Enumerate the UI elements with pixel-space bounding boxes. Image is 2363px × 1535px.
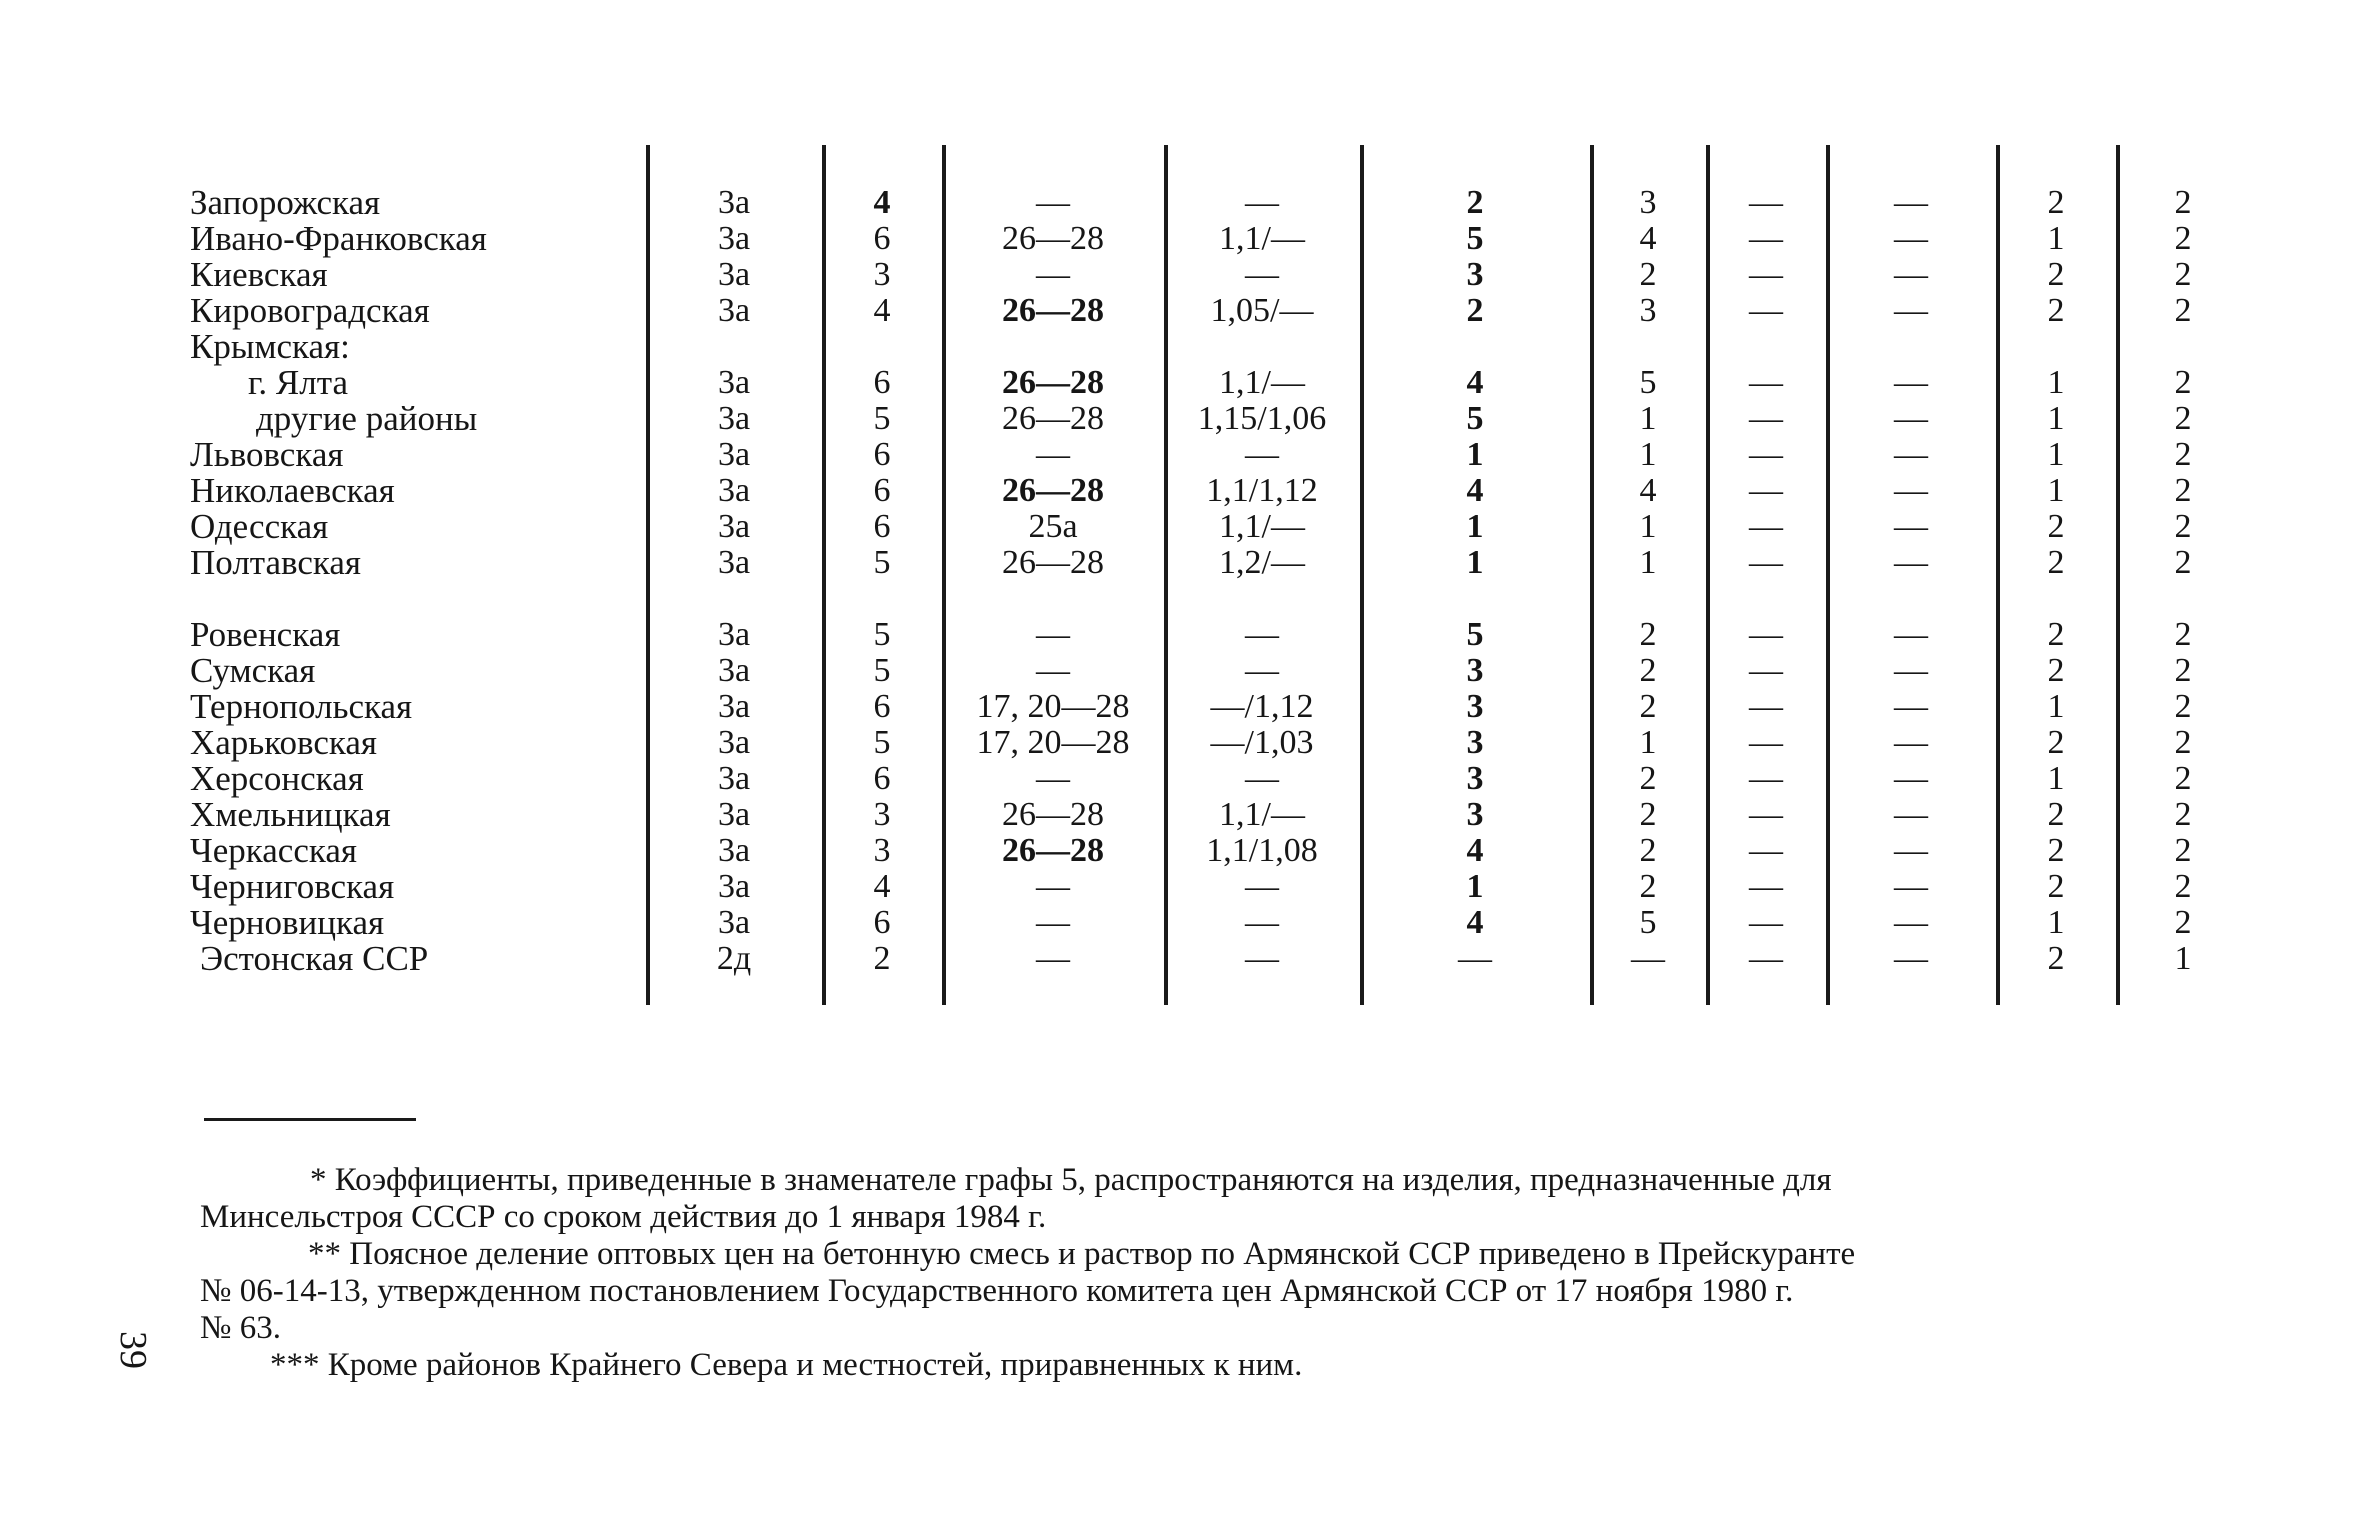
region-name: Хмельницкая <box>190 795 391 834</box>
table-row <box>190 653 2250 689</box>
region-name: Полтавская <box>190 543 362 582</box>
table-cell-col-11: 2 <box>2174 400 2192 437</box>
table-cell-col-2: 3а <box>717 436 751 473</box>
footnote-2-line-3: № 63. <box>200 1310 281 1346</box>
table-cell-col-11: 2 <box>2174 616 2192 653</box>
page-number: 39 <box>112 1331 154 1369</box>
table-row <box>190 509 2250 545</box>
table-cell-col-4: — <box>1036 940 1070 977</box>
table-cell-col-11 <box>2116 329 2250 365</box>
table-cell-col-3: 6 <box>873 364 891 401</box>
footnote-2-line-1: ** Поясное деление оптовых цен на бетонную смесь и раствор по Армянской ССР приведено в Прейскуранте <box>308 1236 1856 1272</box>
table-cell-col-7: 5 <box>1639 904 1657 941</box>
table-cell-col-8: — <box>1749 832 1783 869</box>
table-cell-col-2: 3а <box>717 364 751 401</box>
table-cell-col-3: 4 <box>873 184 891 221</box>
table-cell-col-4: 26—28 <box>1002 220 1104 257</box>
table-cell-col-10: 1 <box>2047 904 2065 941</box>
table-row <box>190 437 2250 473</box>
table-cell-col-6: 3 <box>1466 688 1484 725</box>
table-cell-col-11: 2 <box>2174 796 2192 833</box>
table-cell-col-3 <box>822 329 942 365</box>
table-cell-col-7: 2 <box>1639 868 1657 905</box>
table-cell-col-8: — <box>1749 436 1783 473</box>
price-zone-table <box>190 145 2250 1005</box>
table-cell-col-5: 1,15/1,06 <box>1197 400 1327 437</box>
table-cell-col-4: 26—28 <box>1002 832 1104 869</box>
footnote-3 <box>200 1347 2250 1384</box>
table-cell-col-9: — <box>1894 688 1928 725</box>
table-cell-col-2: 3а <box>717 724 751 761</box>
table-cell-col-9: — <box>1894 256 1928 293</box>
table-cell-col-6: 4 <box>1466 364 1484 401</box>
table-row <box>190 617 2250 653</box>
region-name: Крымская: <box>190 327 350 366</box>
table-cell-col-9: — <box>1894 904 1928 941</box>
table-cell-col-10: 2 <box>2047 256 2065 293</box>
table-cell-col-9 <box>1826 329 1996 365</box>
table-cell-col-3: 6 <box>873 472 891 509</box>
table-cell-col-5: — <box>1245 760 1279 797</box>
table-cell-col-9: — <box>1894 508 1928 545</box>
table-cell-col-6: 1 <box>1466 868 1484 905</box>
table-cell-col-4: 26—28 <box>1002 472 1104 509</box>
table-cell-col-11: 2 <box>2174 904 2192 941</box>
table-cell-col-6: 5 <box>1466 400 1484 437</box>
table-cell-col-6: 1 <box>1466 544 1484 581</box>
footnote-1 <box>200 1162 2250 1236</box>
table-cell-col-3: 6 <box>873 220 891 257</box>
table-cell-col-4: 26—28 <box>1002 292 1104 329</box>
table-cell-col-4: — <box>1036 436 1070 473</box>
table-cell-col-5 <box>1164 329 1360 365</box>
table-cell-col-10: 2 <box>2047 544 2065 581</box>
table-cell-col-9: — <box>1894 364 1928 401</box>
spacer-cell <box>190 581 2250 617</box>
table-cell-col-10: 2 <box>2047 868 2065 905</box>
table-row <box>190 293 2250 329</box>
table-cell-col-3: 6 <box>873 436 891 473</box>
table-cell-col-6: 3 <box>1466 724 1484 761</box>
table-cell-col-7: 2 <box>1639 616 1657 653</box>
table-cell-col-11: 2 <box>2174 544 2192 581</box>
table-cell-col-6: 1 <box>1466 436 1484 473</box>
footnote-2 <box>200 1236 2250 1347</box>
table-cell-col-8: — <box>1749 724 1783 761</box>
table-cell-col-2: 3а <box>717 508 751 545</box>
table-cell-col-8: — <box>1749 220 1783 257</box>
table-cell-col-9: — <box>1894 616 1928 653</box>
table-row <box>190 905 2250 941</box>
table-cell-col-2: 3а <box>717 868 751 905</box>
region-name: Сумская <box>190 651 316 690</box>
table-cell-col-6: — <box>1458 940 1492 977</box>
table-cell-col-7: 1 <box>1639 400 1657 437</box>
table-cell-col-5: 1,1/— <box>1219 796 1305 833</box>
table-cell-col-8 <box>1706 329 1826 365</box>
table-cell-col-7: 2 <box>1639 688 1657 725</box>
footnotes <box>200 1162 2250 1384</box>
table-row <box>190 761 2250 797</box>
table-cell-col-2: 3а <box>717 292 751 329</box>
table-cell-col-7: 2 <box>1639 796 1657 833</box>
table-cell-col-7: 1 <box>1639 724 1657 761</box>
table-cell-col-6: 3 <box>1466 256 1484 293</box>
table-cell-col-11: 2 <box>2174 832 2192 869</box>
table-cell-col-6: 4 <box>1466 904 1484 941</box>
table-cell-col-2: 3а <box>717 652 751 689</box>
table-cell-col-10: 2 <box>2047 292 2065 329</box>
table-cell-col-10: 2 <box>2047 940 2065 977</box>
table-spacer-row <box>190 581 2250 617</box>
table-row <box>190 797 2250 833</box>
table-cell-col-9: — <box>1894 760 1928 797</box>
table-cell-col-10: 2 <box>2047 508 2065 545</box>
table-cell-col-3: 3 <box>873 832 891 869</box>
table-cell-col-7: 1 <box>1639 544 1657 581</box>
table-cell-col-5: — <box>1245 868 1279 905</box>
table-cell-col-5: — <box>1245 616 1279 653</box>
table-cell-col-8: — <box>1749 472 1783 509</box>
table-cell-col-5: — <box>1245 940 1279 977</box>
region-name: Одесская <box>190 507 329 546</box>
table-cell-col-10: 1 <box>2047 436 2065 473</box>
table-cell-col-6: 3 <box>1466 652 1484 689</box>
table-cell-col-2: 3а <box>717 796 751 833</box>
table-cell-col-3: 6 <box>873 760 891 797</box>
table-cell-col-7: 1 <box>1639 436 1657 473</box>
table-cell-col-10: 2 <box>2047 724 2065 761</box>
table-row <box>190 185 2250 221</box>
region-name: Ровенская <box>190 615 341 654</box>
table-row <box>190 329 2250 365</box>
region-name: Херсонская <box>190 759 364 798</box>
table-cell-col-8: — <box>1749 184 1783 221</box>
table-cell-col-11: 2 <box>2174 508 2192 545</box>
table-cell-col-9: — <box>1894 832 1928 869</box>
footnote-2-line-2: № 06-14-13, утвержденном постановлением Государственного комитета цен Армянской ССР от 17 ноября 1980 г. <box>200 1273 1794 1309</box>
table-cell-col-4: — <box>1036 760 1070 797</box>
table-cell-col-2: 3а <box>717 184 751 221</box>
footnote-3-line-1: *** Кроме районов Крайнего Севера и местностей, приравненных к ним. <box>270 1347 1303 1383</box>
table-cell-col-3: 3 <box>873 796 891 833</box>
table-cell-col-9: — <box>1894 292 1928 329</box>
table-cell-col-3: 5 <box>873 652 891 689</box>
table-cell-col-5: — <box>1245 256 1279 293</box>
table-cell-col-9: — <box>1894 436 1928 473</box>
table-cell-col-8: — <box>1749 652 1783 689</box>
table-cell-col-10: 2 <box>2047 796 2065 833</box>
table-row <box>190 221 2250 257</box>
table-cell-col-5: 1,1/— <box>1219 508 1305 545</box>
table-cell-col-2: 2д <box>716 940 752 977</box>
table-cell-col-7: 3 <box>1639 292 1657 329</box>
table-cell-col-5: — <box>1245 904 1279 941</box>
table-cell-col-3: 6 <box>873 688 891 725</box>
table-cell-col-10: 2 <box>2047 832 2065 869</box>
table-row <box>190 401 2250 437</box>
table-cell-col-3: 4 <box>873 868 891 905</box>
region-name: Запорожская <box>190 183 381 222</box>
table-cell-col-8: — <box>1749 616 1783 653</box>
table-cell-col-11: 2 <box>2174 868 2192 905</box>
region-name: Тернопольская <box>190 687 413 726</box>
table-cell-col-9: — <box>1894 868 1928 905</box>
region-name: г. Ялта <box>248 363 348 402</box>
table-cell-col-5: 1,1/— <box>1219 220 1305 257</box>
table-cell-col-11: 1 <box>2174 940 2192 977</box>
table-cell-col-6: 4 <box>1466 472 1484 509</box>
table-cell-col-9: — <box>1894 184 1928 221</box>
table-cell-col-10: 1 <box>2047 760 2065 797</box>
table-cell-col-10: 1 <box>2047 364 2065 401</box>
region-name: Черновицкая <box>190 903 385 942</box>
table-cell-col-11: 2 <box>2174 292 2192 329</box>
table-row <box>190 545 2250 581</box>
table-cell-col-6: 2 <box>1466 184 1484 221</box>
table-cell-col-4: — <box>1036 616 1070 653</box>
table-cell-col-9: — <box>1894 400 1928 437</box>
table-cell-col-10: 1 <box>2047 220 2065 257</box>
table-cell-col-3: 6 <box>873 904 891 941</box>
table-body <box>190 185 2250 977</box>
table-cell-col-2: 3а <box>717 544 751 581</box>
table-cell-col-10: 1 <box>2047 400 2065 437</box>
table-cell-col-3: 5 <box>873 400 891 437</box>
table-cell-col-11: 2 <box>2174 652 2192 689</box>
table-cell-col-11: 2 <box>2174 436 2192 473</box>
table-cell-col-4: 26—28 <box>1002 796 1104 833</box>
table-cell-col-2: 3а <box>717 832 751 869</box>
table-cell-col-7: 5 <box>1639 364 1657 401</box>
table-row <box>190 473 2250 509</box>
table-cell-col-2: 3а <box>717 688 751 725</box>
region-name: другие районы <box>256 399 478 438</box>
table-cell-col-4: 26—28 <box>1002 364 1104 401</box>
table-cell-col-3: 5 <box>873 724 891 761</box>
table-row <box>190 689 2250 725</box>
region-name: Киевская <box>190 255 328 294</box>
table-cell-col-7: 2 <box>1639 760 1657 797</box>
table-cell-col-5: — <box>1245 652 1279 689</box>
table-cell-col-6 <box>1360 329 1590 365</box>
table-cell-col-7: 2 <box>1639 256 1657 293</box>
table-cell-col-3: 5 <box>873 616 891 653</box>
table-cell-col-6: 3 <box>1466 796 1484 833</box>
table-row <box>190 869 2250 905</box>
table-cell-col-11: 2 <box>2174 184 2192 221</box>
table-cell-col-9: — <box>1894 796 1928 833</box>
region-name: Ивано-Франковская <box>190 219 487 258</box>
table-cell-col-5: 1,1/1,12 <box>1206 472 1318 509</box>
table-cell-col-8: — <box>1749 400 1783 437</box>
table-row <box>190 725 2250 761</box>
table-cell-col-3: 3 <box>873 256 891 293</box>
table-cell-col-7 <box>1590 329 1706 365</box>
table-cell-col-5: 1,05/— <box>1210 292 1314 329</box>
table-cell-col-2: 3а <box>717 616 751 653</box>
table-cell-col-9: — <box>1894 220 1928 257</box>
table-cell-col-4: 17, 20—28 <box>976 724 1130 761</box>
table-cell-col-6: 1 <box>1466 508 1484 545</box>
table-cell-col-4: — <box>1036 256 1070 293</box>
footnote-separator <box>204 1118 416 1121</box>
data-table <box>190 185 2250 977</box>
table-cell-col-7: — <box>1631 940 1665 977</box>
region-name: Николаевская <box>190 471 395 510</box>
table-cell-col-10: 1 <box>2047 688 2065 725</box>
table-cell-col-5: 1,1/— <box>1219 364 1305 401</box>
table-cell-col-7: 4 <box>1639 220 1657 257</box>
table-cell-col-10: 2 <box>2047 184 2065 221</box>
table-cell-col-11: 2 <box>2174 688 2192 725</box>
table-cell-col-3: 4 <box>873 292 891 329</box>
table-row <box>190 257 2250 293</box>
table-cell-col-2: 3а <box>717 256 751 293</box>
table-cell-col-8: — <box>1749 292 1783 329</box>
table-cell-col-2: 3а <box>717 472 751 509</box>
table-cell-col-11: 2 <box>2174 220 2192 257</box>
table-cell-col-5: — <box>1245 436 1279 473</box>
table-cell-col-7: 3 <box>1639 184 1657 221</box>
table-cell-col-6: 4 <box>1466 832 1484 869</box>
table-cell-col-4: — <box>1036 868 1070 905</box>
region-name: Черкасская <box>190 831 357 870</box>
table-cell-col-9: — <box>1894 544 1928 581</box>
table-cell-col-6: 5 <box>1466 220 1484 257</box>
table-cell-col-4: 26—28 <box>1002 400 1104 437</box>
table-cell-col-8: — <box>1749 688 1783 725</box>
table-cell-col-2: 3а <box>717 904 751 941</box>
table-cell-col-8: — <box>1749 256 1783 293</box>
table-cell-col-2: 3а <box>717 400 751 437</box>
table-cell-col-5: — <box>1245 184 1279 221</box>
table-row <box>190 833 2250 869</box>
table-cell-col-4: 17, 20—28 <box>976 688 1130 725</box>
table-cell-col-3: 2 <box>873 940 891 977</box>
table-cell-col-7: 2 <box>1639 652 1657 689</box>
table-cell-col-11: 2 <box>2174 256 2192 293</box>
table-cell-col-4: — <box>1036 904 1070 941</box>
table-cell-col-8: — <box>1749 364 1783 401</box>
table-cell-col-8: — <box>1749 544 1783 581</box>
table-cell-col-9: — <box>1894 724 1928 761</box>
table-cell-col-8: — <box>1749 940 1783 977</box>
table-cell-col-2: 3а <box>717 220 751 257</box>
region-name: Кировоградская <box>190 291 430 330</box>
table-cell-col-4: — <box>1036 652 1070 689</box>
table-cell-col-10 <box>1996 329 2116 365</box>
table-cell-col-8: — <box>1749 796 1783 833</box>
table-cell-col-10: 1 <box>2047 472 2065 509</box>
table-cell-col-5: 1,1/1,08 <box>1206 832 1318 869</box>
table-cell-col-4: 25а <box>1028 508 1078 545</box>
table-cell-col-8: — <box>1749 760 1783 797</box>
region-name: Черниговская <box>190 867 395 906</box>
region-name: Львовская <box>190 435 344 474</box>
table-cell-col-2: 3а <box>717 760 751 797</box>
table-cell-col-11: 2 <box>2174 760 2192 797</box>
table-cell-col-4: — <box>1036 184 1070 221</box>
table-cell-col-2 <box>646 329 822 365</box>
table-cell-col-5: —/1,03 <box>1210 724 1314 761</box>
table-cell-col-7: 4 <box>1639 472 1657 509</box>
table-cell-col-4 <box>942 329 1164 365</box>
table-cell-col-7: 2 <box>1639 832 1657 869</box>
table-cell-col-4: 26—28 <box>1002 544 1104 581</box>
table-cell-col-3: 5 <box>873 544 891 581</box>
table-cell-col-3: 6 <box>873 508 891 545</box>
table-cell-col-8: — <box>1749 868 1783 905</box>
table-cell-col-6: 3 <box>1466 760 1484 797</box>
table-cell-col-8: — <box>1749 508 1783 545</box>
table-cell-col-8: — <box>1749 904 1783 941</box>
table-cell-col-9: — <box>1894 940 1928 977</box>
table-cell-col-5: 1,2/— <box>1219 544 1305 581</box>
region-name: Харьковская <box>190 723 377 762</box>
table-cell-col-11: 2 <box>2174 364 2192 401</box>
table-cell-col-6: 5 <box>1466 616 1484 653</box>
table-cell-col-9: — <box>1894 472 1928 509</box>
table-cell-col-10: 2 <box>2047 652 2065 689</box>
table-cell-col-6: 2 <box>1466 292 1484 329</box>
table-cell-col-5: —/1,12 <box>1210 688 1314 725</box>
table-cell-col-9: — <box>1894 652 1928 689</box>
table-cell-col-10: 2 <box>2047 616 2065 653</box>
table-cell-col-11: 2 <box>2174 724 2192 761</box>
table-cell-col-7: 1 <box>1639 508 1657 545</box>
region-name: Эстонская ССР <box>200 939 429 978</box>
footnote-1-line-2: Минсельстроя СССР со сроком действия до 1 января 1984 г. <box>200 1199 1047 1235</box>
footnote-1-line-1: * Коэффициенты, приведенные в знаменателе графы 5, распространяются на изделия, предназначенные для <box>310 1162 1832 1198</box>
table-row <box>190 365 2250 401</box>
table-cell-col-11: 2 <box>2174 472 2192 509</box>
table-row <box>190 941 2250 977</box>
